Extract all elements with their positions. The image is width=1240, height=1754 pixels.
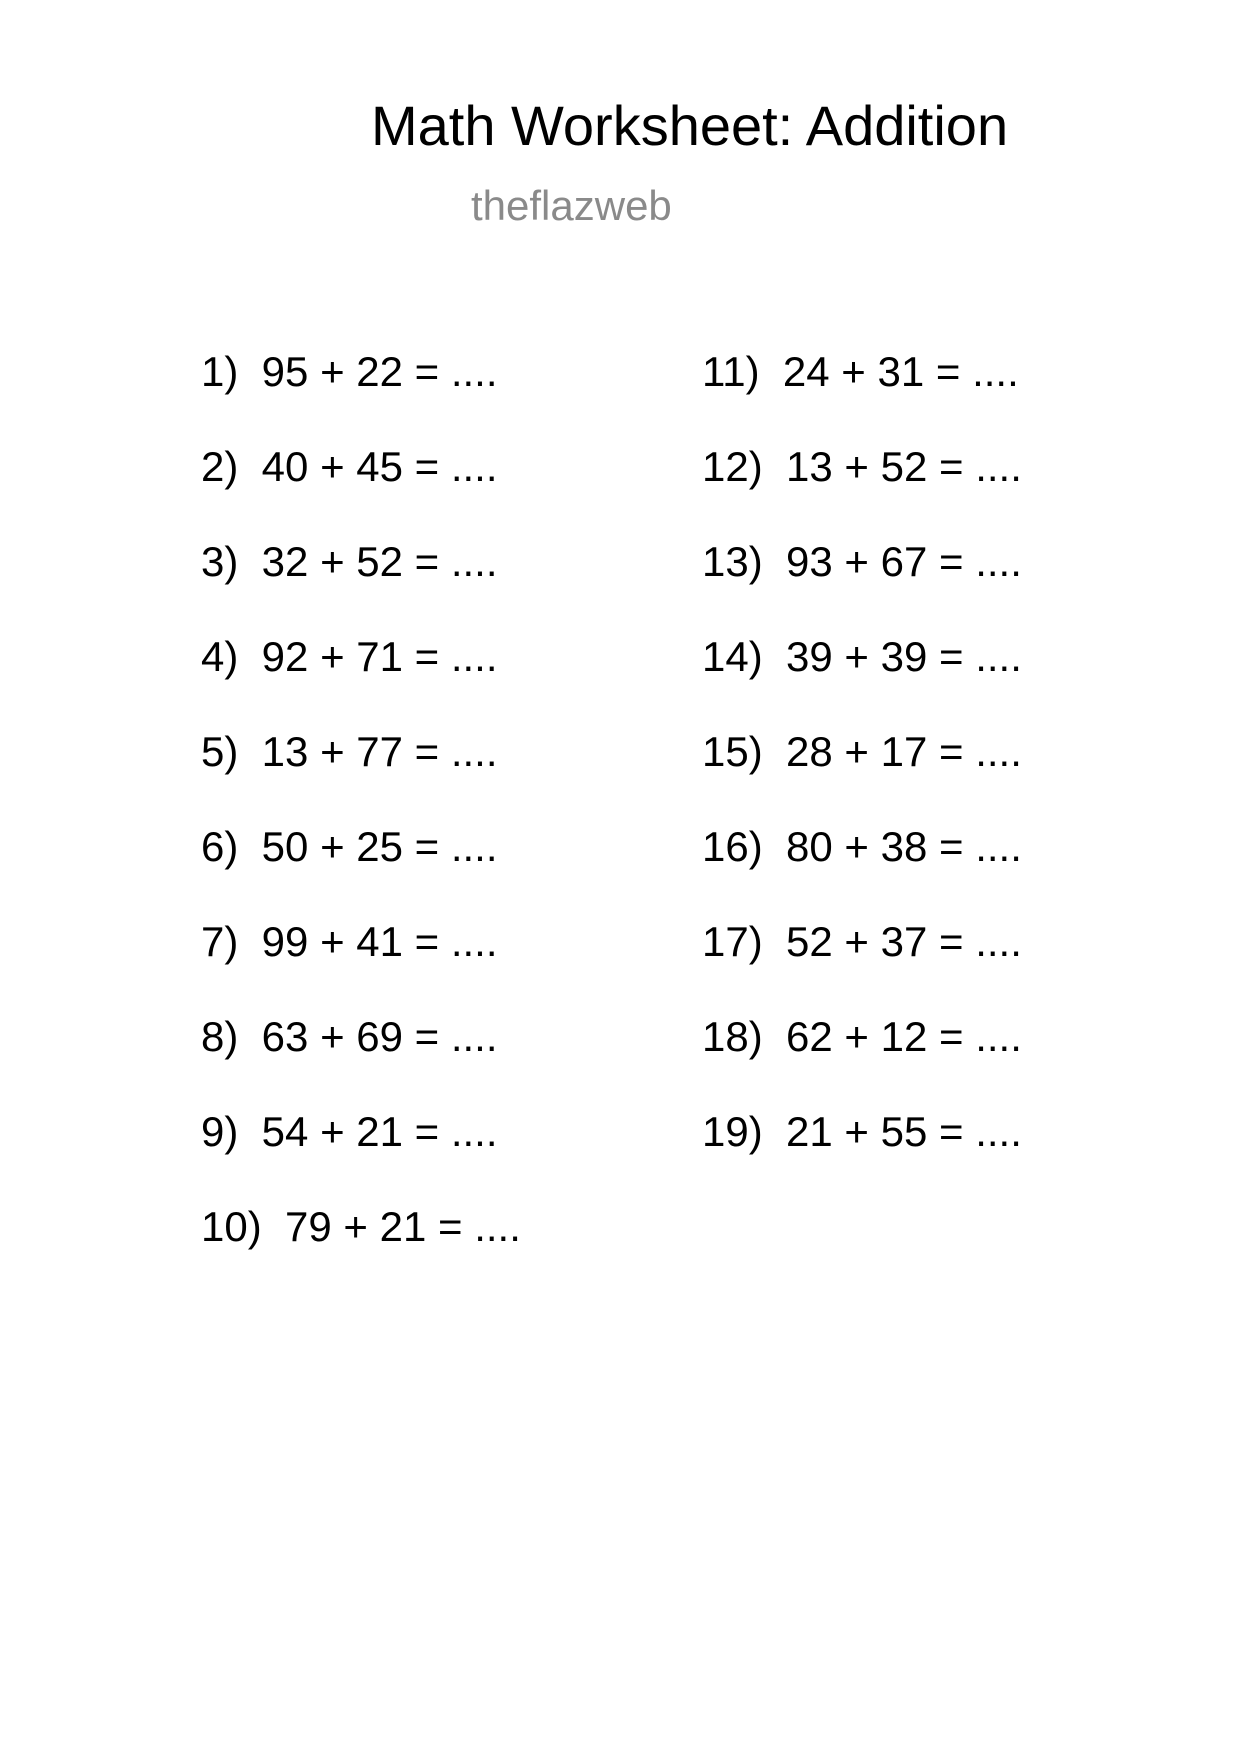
problem-item: 9) 54 + 21 = .... [201,1108,498,1155]
problem-item: 4) 92 + 71 = .... [201,633,498,680]
problem-item: 3) 32 + 52 = .... [201,538,498,585]
problems-column-right [702,348,1022,1206]
problem-item: 5) 13 + 77 = .... [201,728,498,775]
problem-item: 18) 62 + 12 = .... [702,1013,1022,1060]
problem-item: 13) 93 + 67 = .... [702,538,1022,585]
problem-item: 19) 21 + 55 = .... [702,1108,1022,1155]
problem-item: 2) 40 + 45 = .... [201,443,498,490]
problem-item: 11) 24 + 31 = .... [702,348,1019,395]
problem-item: 14) 39 + 39 = .... [702,633,1022,680]
problem-item: 15) 28 + 17 = .... [702,728,1022,775]
worksheet-title: Math Worksheet: Addition [371,94,1009,157]
worksheet-subtitle: theflazweb [471,182,672,229]
problem-item: 8) 63 + 69 = .... [201,1013,498,1060]
problem-item: 6) 50 + 25 = .... [201,823,498,870]
problem-item: 12) 13 + 52 = .... [702,443,1022,490]
problems-column-left [201,348,521,1301]
problem-item: 17) 52 + 37 = .... [702,918,1022,965]
problem-item: 10) 79 + 21 = .... [201,1203,521,1250]
problem-item: 1) 95 + 22 = .... [201,348,498,395]
problem-item: 16) 80 + 38 = .... [702,823,1022,870]
problem-item: 7) 99 + 41 = .... [201,918,498,965]
